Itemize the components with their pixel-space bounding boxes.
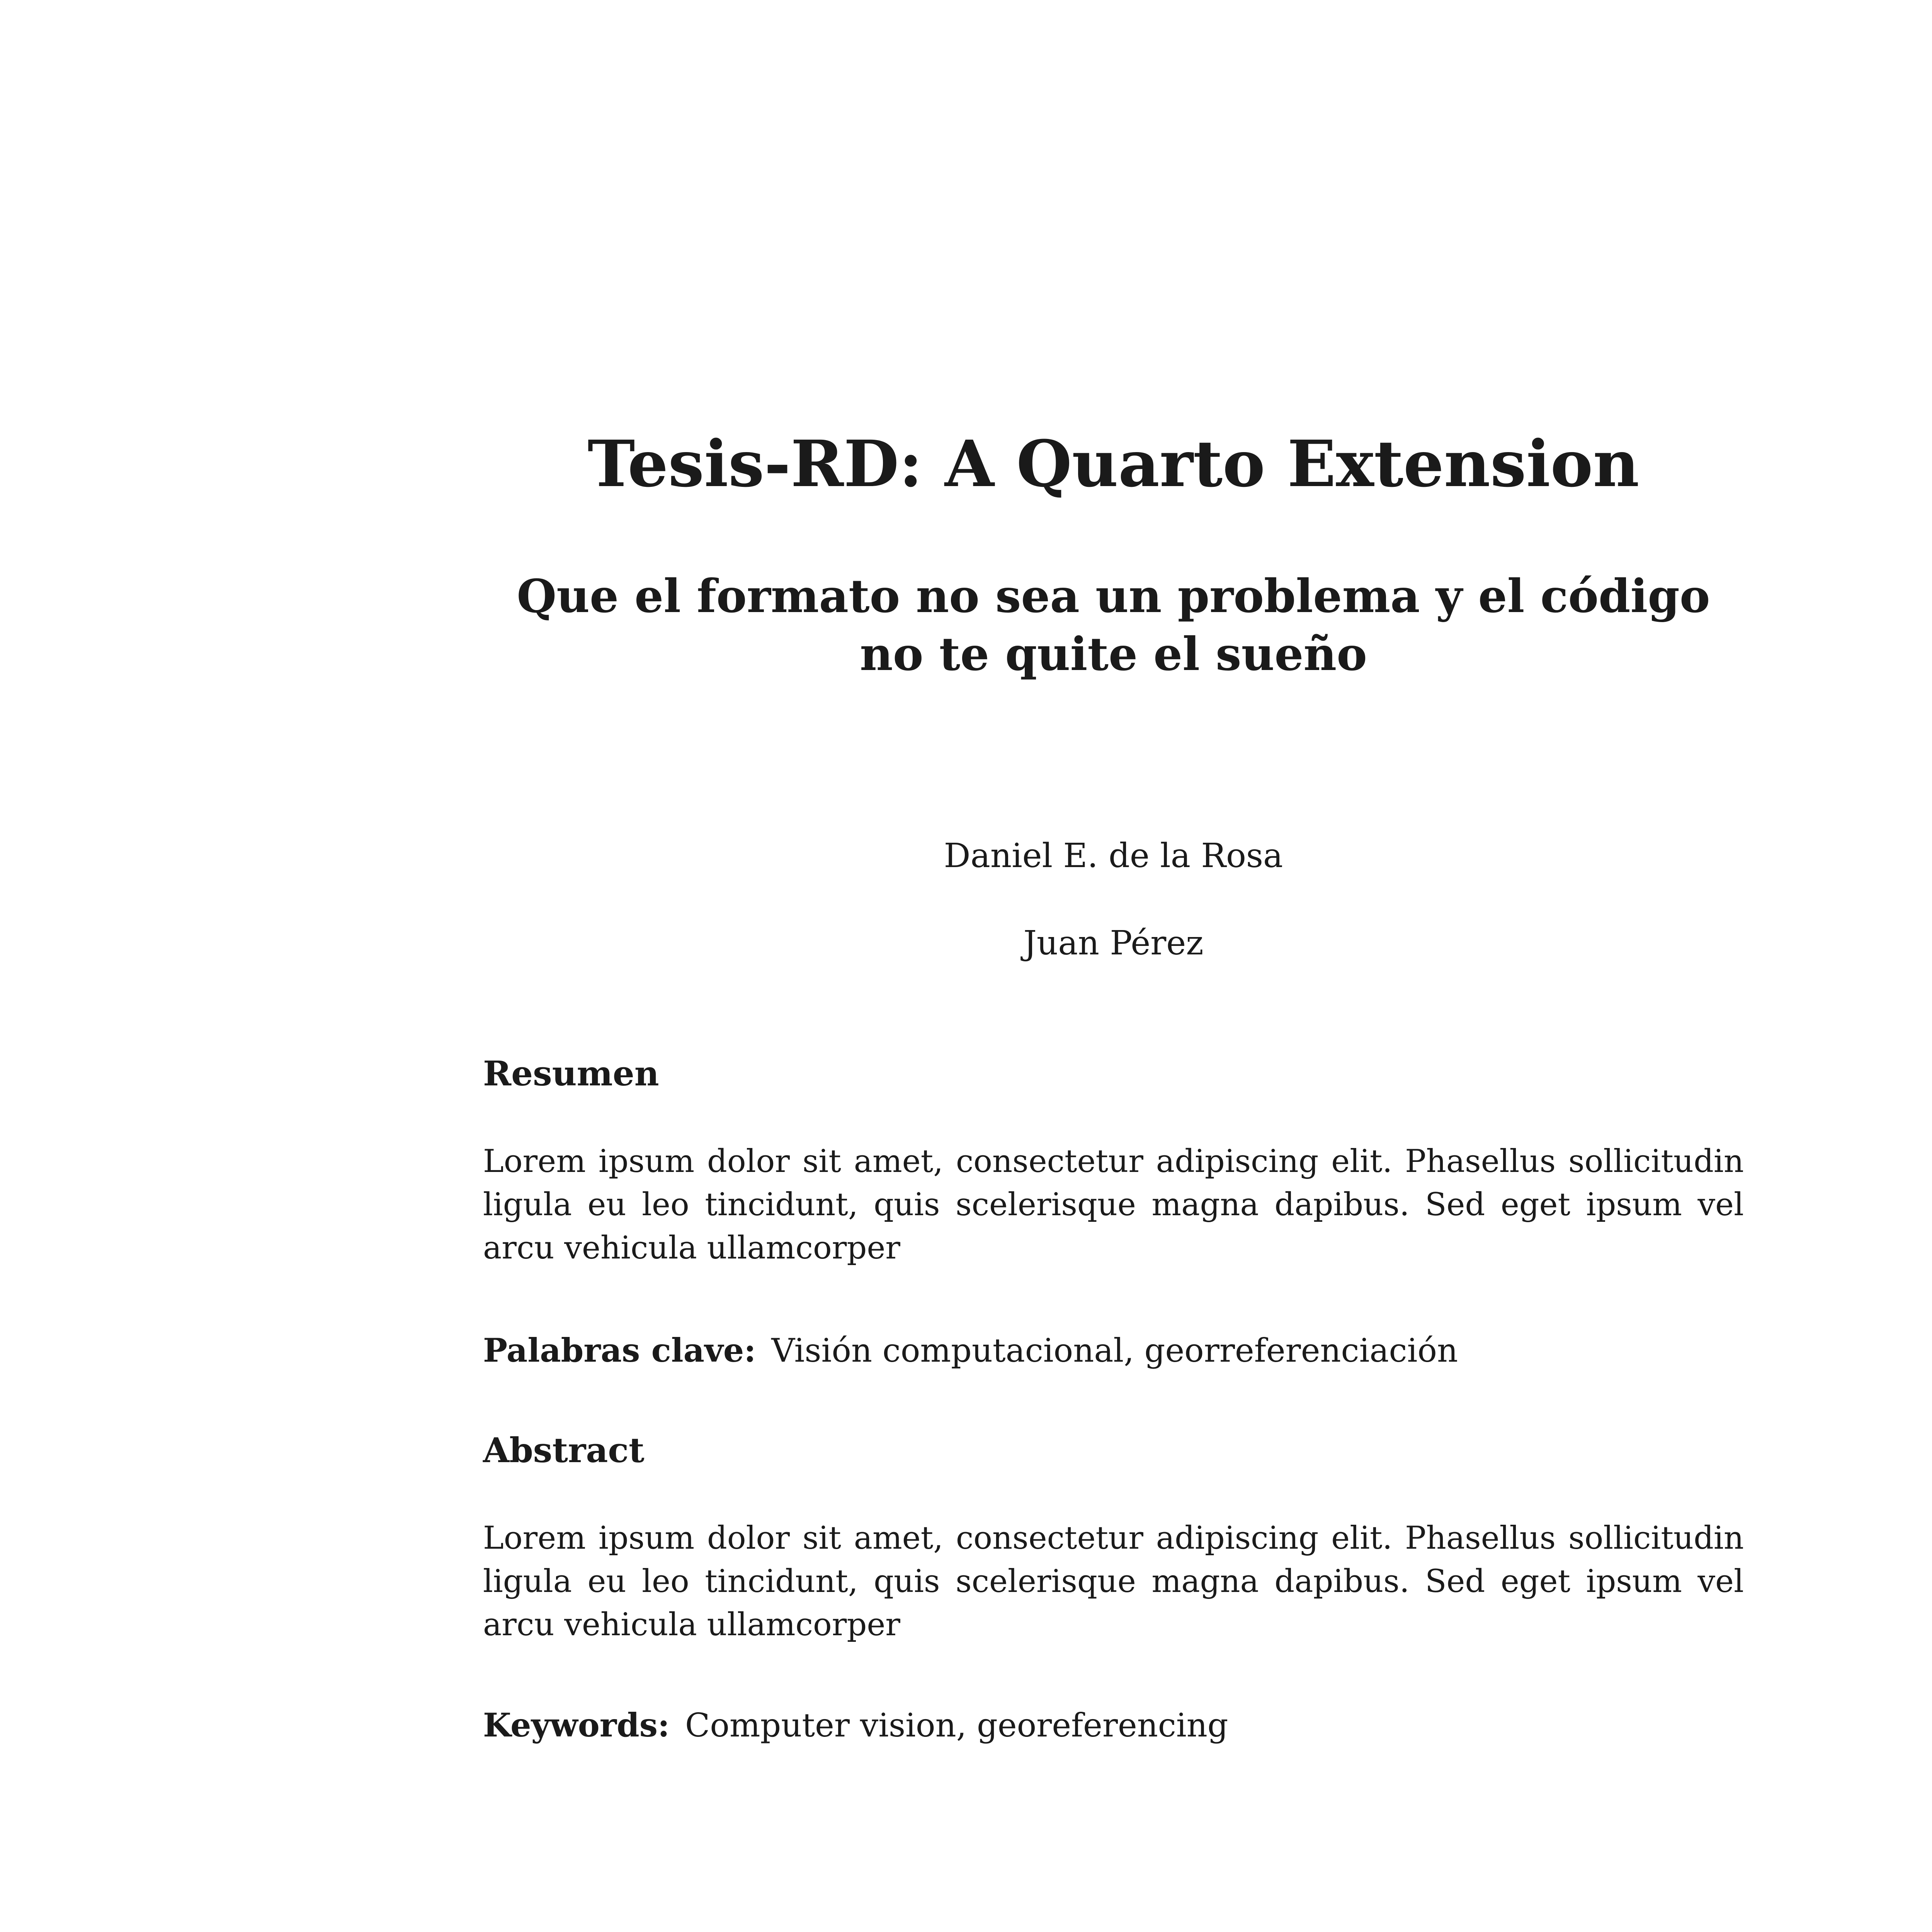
document-subtitle: Que el formato no sea un problema y el código no te quite el sueño: [517, 569, 1710, 681]
abstract-keywords: [483, 1702, 1744, 1748]
resumen-keywords-label: Palabras clave:: [483, 1331, 756, 1369]
resumen-text: Lorem ipsum dolor sit amet, consectetur adipiscing elit. Phasellus sollicitudin ligula eu leo tincidunt, quis scelerisque magna dapibus. Sed eget ipsum vel arcu vehicula ullamcorper: [483, 1143, 1744, 1266]
author-name: Daniel E. de la Rosa: [944, 837, 1283, 875]
abstract-keywords-value: Computer vision, georeferencing: [685, 1706, 1228, 1744]
resumen-heading: Resumen: [483, 1053, 659, 1094]
author-name: Juan Pérez: [1023, 924, 1204, 963]
author-list: [483, 833, 1744, 1007]
document-title: Tesis-RD: A Quarto Extension: [587, 426, 1639, 501]
abstract-keywords-label: Keywords:: [483, 1706, 670, 1744]
resumen-keywords: [483, 1327, 1744, 1374]
abstract-heading: Abstract: [483, 1430, 645, 1470]
resumen-keywords-value: Visión computacional, georreferenciación: [771, 1332, 1458, 1369]
abstract-text: Lorem ipsum dolor sit amet, consectetur adipiscing elit. Phasellus sollicitudin ligula eu leo tincidunt, quis scelerisque magna dapibus. Sed eget ipsum vel arcu vehicula ullamcorper: [483, 1520, 1744, 1643]
